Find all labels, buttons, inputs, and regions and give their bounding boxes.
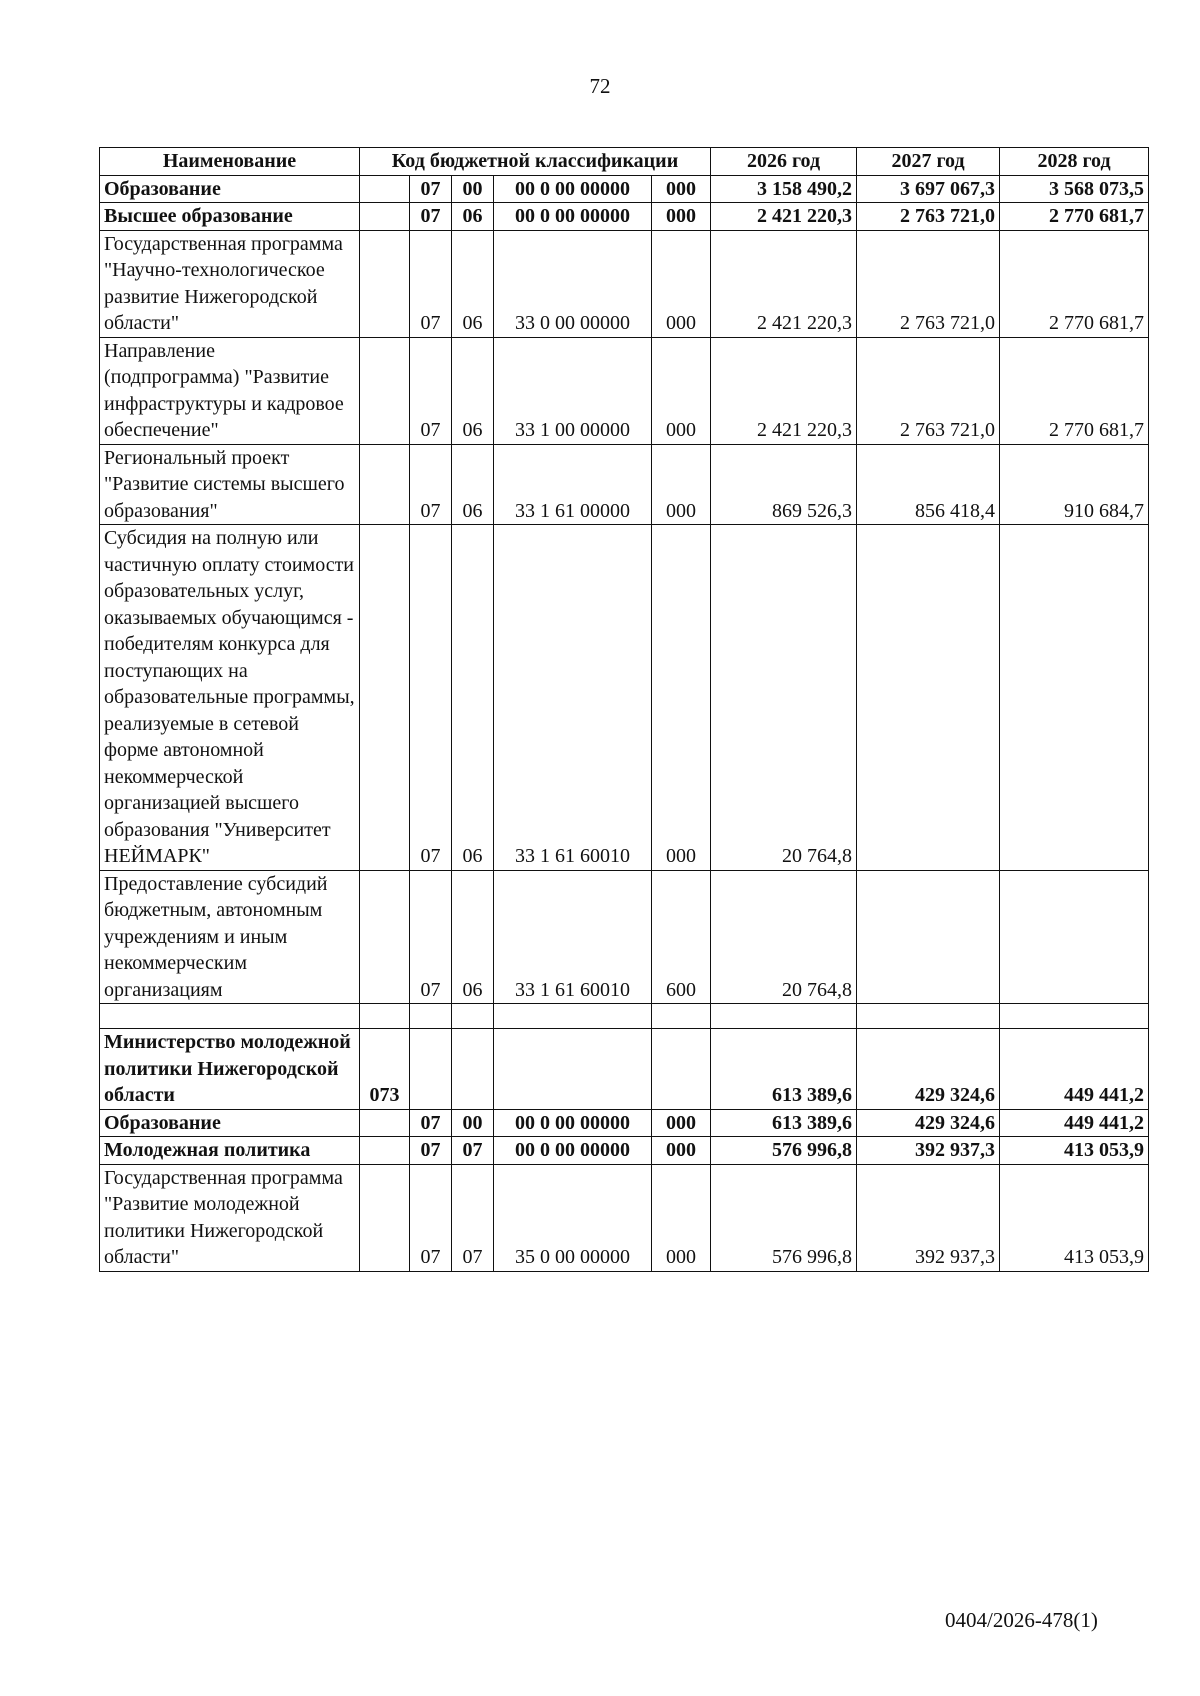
cell-expense-type — [652, 1004, 711, 1029]
table-row — [100, 525, 1149, 871]
cell-article: 00 0 00 00000 — [494, 203, 652, 231]
cell-admin-code — [360, 175, 410, 203]
page-number: 72 — [589, 74, 611, 98]
table-header-row — [100, 148, 1149, 176]
cell-2026: 2 421 220,3 — [711, 203, 857, 231]
cell-article: 33 1 61 60010 — [494, 870, 652, 1004]
table-row — [100, 870, 1149, 1004]
cell-2028: 449 441,2 — [1000, 1029, 1149, 1110]
cell-name: Предоставление субсидий бюджетным, автономным учреждениям и иным некоммерческим организациям — [100, 870, 360, 1004]
cell-subsection: 07 — [452, 1164, 494, 1271]
cell-subsection: 06 — [452, 230, 494, 337]
cell-article: 00 0 00 00000 — [494, 1137, 652, 1165]
cell-admin-code — [360, 1164, 410, 1271]
cell-section: 07 — [410, 1109, 452, 1137]
cell-name: Направление (подпрограмма) "Развитие инфраструктуры и кадровое обеспечение" — [100, 337, 360, 444]
cell-name: Государственная программа "Научно-технологическое развитие Нижегородской области" — [100, 230, 360, 337]
header-name: Наименование — [100, 148, 360, 176]
table-row — [100, 203, 1149, 231]
table-row — [100, 1029, 1149, 1110]
cell-2026: 869 526,3 — [711, 444, 857, 525]
cell-2028: 3 568 073,5 — [1000, 175, 1149, 203]
cell-2028: 2 770 681,7 — [1000, 337, 1149, 444]
cell-section — [410, 1004, 452, 1029]
cell-2026: 576 996,8 — [711, 1137, 857, 1165]
cell-name: Субсидия на полную или частичную оплату стоимости образовательных услуг, оказываемых обучающимся - победителям конкурса для поступающих на образовательные программы, реализуемые в сетевой форме автономной некоммерческой организацией высшего образования "Университет НЕЙМАРК" — [100, 525, 360, 871]
cell-article: 00 0 00 00000 — [494, 1109, 652, 1137]
cell-subsection: 06 — [452, 870, 494, 1004]
cell-2027: 2 763 721,0 — [857, 203, 1000, 231]
cell-section: 07 — [410, 230, 452, 337]
cell-expense-type: 000 — [652, 1137, 711, 1165]
document-code: 0404/2026-478(1) — [945, 1608, 1098, 1632]
cell-article — [494, 1004, 652, 1029]
table-row — [100, 1137, 1149, 1165]
cell-2028: 413 053,9 — [1000, 1164, 1149, 1271]
cell-expense-type: 000 — [652, 230, 711, 337]
table-row — [100, 337, 1149, 444]
cell-expense-type: 000 — [652, 444, 711, 525]
cell-admin-code: 073 — [360, 1029, 410, 1110]
cell-section: 07 — [410, 337, 452, 444]
cell-subsection: 00 — [452, 175, 494, 203]
header-2027: 2027 год — [857, 148, 1000, 176]
cell-2028: 2 770 681,7 — [1000, 203, 1149, 231]
cell-expense-type — [652, 1029, 711, 1110]
cell-expense-type: 000 — [652, 203, 711, 231]
cell-admin-code — [360, 1004, 410, 1029]
cell-2026: 3 158 490,2 — [711, 175, 857, 203]
cell-2027: 429 324,6 — [857, 1109, 1000, 1137]
cell-admin-code — [360, 444, 410, 525]
cell-2027: 392 937,3 — [857, 1164, 1000, 1271]
cell-name: Министерство молодежной политики Нижегородской области — [100, 1029, 360, 1110]
cell-section: 07 — [410, 870, 452, 1004]
budget-table — [99, 147, 1149, 1272]
cell-admin-code — [360, 1137, 410, 1165]
cell-admin-code — [360, 870, 410, 1004]
cell-section: 07 — [410, 525, 452, 871]
cell-admin-code — [360, 203, 410, 231]
cell-2028: 449 441,2 — [1000, 1109, 1149, 1137]
cell-expense-type: 000 — [652, 525, 711, 871]
cell-article: 35 0 00 00000 — [494, 1164, 652, 1271]
cell-2027: 3 697 067,3 — [857, 175, 1000, 203]
cell-2026: 576 996,8 — [711, 1164, 857, 1271]
header-2028: 2028 год — [1000, 148, 1149, 176]
cell-article: 00 0 00 00000 — [494, 175, 652, 203]
cell-article: 33 1 61 60010 — [494, 525, 652, 871]
cell-article: 33 1 61 00000 — [494, 444, 652, 525]
table-row — [100, 1004, 1149, 1029]
table-row — [100, 230, 1149, 337]
cell-name: Высшее образование — [100, 203, 360, 231]
cell-2028 — [1000, 870, 1149, 1004]
cell-subsection — [452, 1004, 494, 1029]
cell-name: Государственная программа "Развитие молодежной политики Нижегородской области" — [100, 1164, 360, 1271]
cell-name: Региональный проект "Развитие системы высшего образования" — [100, 444, 360, 525]
table-body — [100, 175, 1149, 1271]
cell-subsection: 07 — [452, 1137, 494, 1165]
cell-subsection: 06 — [452, 337, 494, 444]
cell-name: Молодежная политика — [100, 1137, 360, 1165]
cell-2026: 2 421 220,3 — [711, 337, 857, 444]
cell-2028: 2 770 681,7 — [1000, 230, 1149, 337]
table-row — [100, 1164, 1149, 1271]
table-row — [100, 175, 1149, 203]
cell-2027 — [857, 1004, 1000, 1029]
table-row — [100, 1109, 1149, 1137]
cell-admin-code — [360, 1109, 410, 1137]
cell-2027: 2 763 721,0 — [857, 337, 1000, 444]
cell-2026: 613 389,6 — [711, 1029, 857, 1110]
cell-section — [410, 1029, 452, 1110]
table-row — [100, 444, 1149, 525]
cell-subsection: 06 — [452, 203, 494, 231]
cell-subsection: 06 — [452, 444, 494, 525]
header-2026: 2026 год — [711, 148, 857, 176]
cell-admin-code — [360, 230, 410, 337]
cell-2027: 429 324,6 — [857, 1029, 1000, 1110]
cell-expense-type: 000 — [652, 1109, 711, 1137]
cell-subsection — [452, 1029, 494, 1110]
cell-section: 07 — [410, 1137, 452, 1165]
cell-article — [494, 1029, 652, 1110]
cell-admin-code — [360, 525, 410, 871]
cell-2027: 2 763 721,0 — [857, 230, 1000, 337]
cell-name — [100, 1004, 360, 1029]
cell-expense-type: 000 — [652, 337, 711, 444]
cell-2028 — [1000, 525, 1149, 871]
cell-expense-type: 000 — [652, 175, 711, 203]
cell-section: 07 — [410, 175, 452, 203]
cell-2027: 856 418,4 — [857, 444, 1000, 525]
cell-2028: 910 684,7 — [1000, 444, 1149, 525]
cell-2026: 20 764,8 — [711, 870, 857, 1004]
cell-2027 — [857, 870, 1000, 1004]
cell-name: Образование — [100, 175, 360, 203]
cell-2026: 613 389,6 — [711, 1109, 857, 1137]
cell-expense-type: 600 — [652, 870, 711, 1004]
cell-subsection: 06 — [452, 525, 494, 871]
cell-section: 07 — [410, 203, 452, 231]
cell-section: 07 — [410, 1164, 452, 1271]
cell-2026 — [711, 1004, 857, 1029]
cell-2027: 392 937,3 — [857, 1137, 1000, 1165]
cell-2026: 20 764,8 — [711, 525, 857, 871]
cell-admin-code — [360, 337, 410, 444]
cell-2026: 2 421 220,3 — [711, 230, 857, 337]
cell-2027 — [857, 525, 1000, 871]
header-code: Код бюджетной классификации — [360, 148, 711, 176]
cell-article: 33 1 00 00000 — [494, 337, 652, 444]
cell-article: 33 0 00 00000 — [494, 230, 652, 337]
cell-2028 — [1000, 1004, 1149, 1029]
cell-section: 07 — [410, 444, 452, 525]
cell-name: Образование — [100, 1109, 360, 1137]
cell-expense-type: 000 — [652, 1164, 711, 1271]
cell-subsection: 00 — [452, 1109, 494, 1137]
cell-2028: 413 053,9 — [1000, 1137, 1149, 1165]
